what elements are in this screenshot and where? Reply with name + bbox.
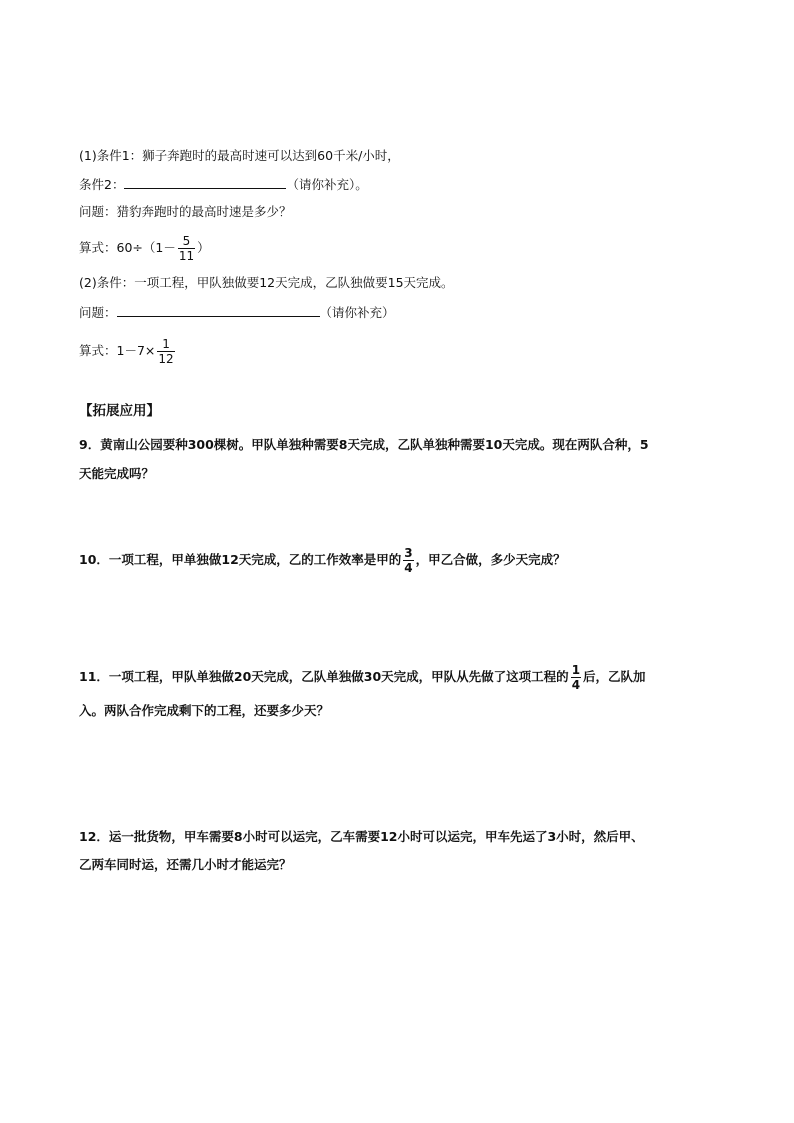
part2-fraction-denominator: 12 — [158, 352, 174, 366]
part1-condition2-label: 条件2： — [79, 177, 125, 192]
part1-formula — [79, 234, 210, 263]
question-10-prefix: 10．一项工程，甲单独做12天完成，乙的工作效率是甲的 — [79, 552, 402, 567]
part2-question-note: （请你补充） — [319, 305, 395, 320]
part1-question: 问题：猎豹奔跑时的最高时速是多少？ — [79, 204, 292, 219]
question-10-fraction — [403, 546, 413, 575]
part1-fraction — [178, 234, 195, 263]
question-12-line2: 乙两车同时运，还需几小时才能运完？ — [79, 857, 292, 872]
part2-question — [79, 302, 395, 322]
part1-formula-prefix: 算式：60÷（1－ — [79, 240, 176, 255]
part2-fraction-numerator: 1 — [162, 337, 170, 351]
part1-fraction-numerator: 5 — [182, 234, 191, 248]
question-9-line2: 天能完成吗？ — [79, 466, 155, 481]
question-11-line1 — [79, 663, 646, 692]
part2-formula — [79, 337, 177, 366]
question-11-suffix: 后，乙队加 — [583, 669, 646, 684]
question-11-fraction-denominator: 4 — [571, 678, 581, 692]
question-11-prefix: 11．一项工程，甲队单独做20天完成，乙队单独做30天完成，甲队从先做了这项工程的 — [79, 669, 569, 684]
question-10 — [79, 546, 566, 575]
question-11-fraction — [571, 663, 581, 692]
part1-condition2-note: （请你补充）。 — [286, 177, 368, 192]
question-10-fraction-denominator: 4 — [404, 561, 413, 575]
part1-answer-blank[interactable] — [124, 174, 286, 189]
part1-condition2 — [79, 174, 368, 194]
question-10-fraction-numerator: 3 — [404, 546, 413, 560]
question-10-suffix: ，甲乙合做，多少天完成？ — [415, 552, 566, 567]
question-12-line1: 12．运一批货物，甲车需要8小时可以运完，乙车需要12小时可以运完，甲车先运了3小时，然后甲、 — [79, 829, 644, 844]
part2-condition: (2)条件：一项工程，甲队独做要12天完成，乙队独做要15天完成。 — [79, 275, 454, 290]
section-heading: 【拓展应用】 — [79, 403, 160, 419]
question-9-line1: 9．黄南山公园要种300棵树。甲队单独种需要8天完成，乙队单独种需要10天完成。现在两队合种，5 — [79, 437, 649, 452]
part2-fraction — [157, 337, 174, 366]
part1-fraction-denominator: 11 — [178, 249, 195, 263]
part2-formula-prefix: 算式：1－7× — [79, 343, 156, 358]
question-11-fraction-numerator: 1 — [571, 663, 581, 677]
part1-formula-suffix: ） — [197, 240, 210, 255]
part2-answer-blank[interactable] — [117, 302, 320, 317]
part1-condition1: (1)条件1：狮子奔跑时的最高时速可以达到60千米/小时， — [79, 148, 400, 163]
part2-question-label: 问题： — [79, 305, 117, 320]
question-11-line2: 入。两队合作完成剩下的工程，还要多少天？ — [79, 703, 330, 718]
